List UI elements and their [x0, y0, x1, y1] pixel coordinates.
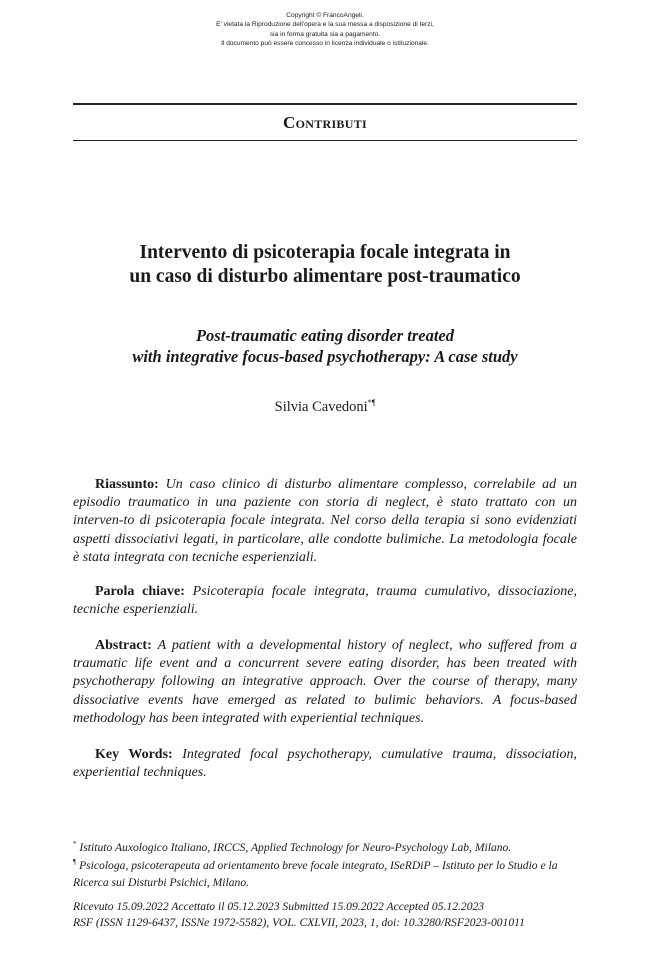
- author-name: Silvia Cavedoni: [274, 398, 368, 415]
- footnote-2: [73, 854, 577, 891]
- riassunto-block: [73, 476, 577, 567]
- footnote-2-mark: ¶: [73, 858, 77, 866]
- title-line: with integrative focus-based psychotherapy: A case study: [132, 347, 518, 366]
- parole-chiave-block: [73, 583, 577, 619]
- parole-chiave-text: Psicoterapia focale integrata, trauma cumulativo, dissociazione, tecniche esperienziali.: [73, 584, 577, 618]
- riassunto-text: Un caso clinico di disturbo alimentare complesso, correlabile ad un episodio traumatico in una paziente con storia di neglect, è stato trattato con un interven-to di psicoterapia focale integrata. Nel corso della terapia si sono evidenziati aspetti dissociativi legati, in particolare, alle condotte bulimiche. La metodologia focale è stata integrata con tecniche esperienziali.: [73, 477, 577, 565]
- parole-chiave-label: Parola chiave:: [95, 584, 185, 599]
- copyright-line: E' vietata la Riproduzione dell'opera e la sua messa a disposizione di terzi,: [216, 21, 434, 29]
- keywords-text: Integrated focal psychotherapy, cumulative trauma, dissociation, experiential techniques.: [73, 747, 577, 781]
- author: [0, 398, 650, 416]
- title-line: Intervento di psicoterapia focale integrata in: [139, 242, 511, 263]
- copyright-line: Il documento può essere concesso in licenza individuale o istituzionale.: [221, 39, 429, 47]
- keywords-block: [73, 746, 577, 782]
- top-rule: [73, 103, 577, 105]
- footnote-2-text: Psicologa, psicoterapeuta ad orientamento breve focale integrato, ISeRDiP – Istituto per lo Studio e la Ricerca sui Disturbi Psichici, Milano.: [73, 858, 558, 889]
- article-title-italian: [0, 241, 650, 289]
- abstract-block: [73, 637, 577, 728]
- abstract-text: A patient with a developmental history of neglect, who suffered from a traumatic life event and a concurrent severe eating disorder, has been treated with psychotherapy following an integrative approach. Over the course of therapy, many dissociative events have emerged as related to bulimic behaviors. A focus-based methodology has been integrated with experiential techniques.: [73, 638, 578, 726]
- copyright-notice: [0, 11, 650, 48]
- riassunto-label: Riassunto:: [95, 477, 159, 492]
- abstract-label: Abstract:: [95, 638, 152, 653]
- article-title-english: [0, 325, 650, 367]
- received-dates: Ricevuto 15.09.2022 Accettato il 05.12.2023 Submitted 15.09.2022 Accepted 05.12.2023: [73, 900, 485, 913]
- footnote-1-text: Istituto Auxologico Italiano, IRCCS, Applied Technology for Neuro-Psychology Lab, Milano.: [79, 840, 512, 854]
- footnote-1-mark: *: [73, 840, 77, 848]
- copyright-line: Copyright © FrancoAngeli.: [286, 12, 364, 19]
- footnote-1: [73, 836, 577, 856]
- title-line: un caso di disturbo alimentare post-traumatico: [129, 266, 521, 287]
- bottom-rule: [73, 140, 577, 141]
- copyright-line: sia in forma gratuita sia a pagamento.: [269, 30, 381, 38]
- keywords-label: Key Words:: [95, 747, 173, 762]
- author-marks: *¶: [367, 398, 376, 407]
- journal-citation: RSF (ISSN 1129-6437, ISSNe 1972-5582), VOL. CXLVII, 2023, 1, doi: 10.3280/RSF2023-001011: [73, 916, 525, 929]
- title-line: Post-traumatic eating disorder treated: [195, 326, 455, 345]
- section-title: Contributi: [283, 113, 367, 132]
